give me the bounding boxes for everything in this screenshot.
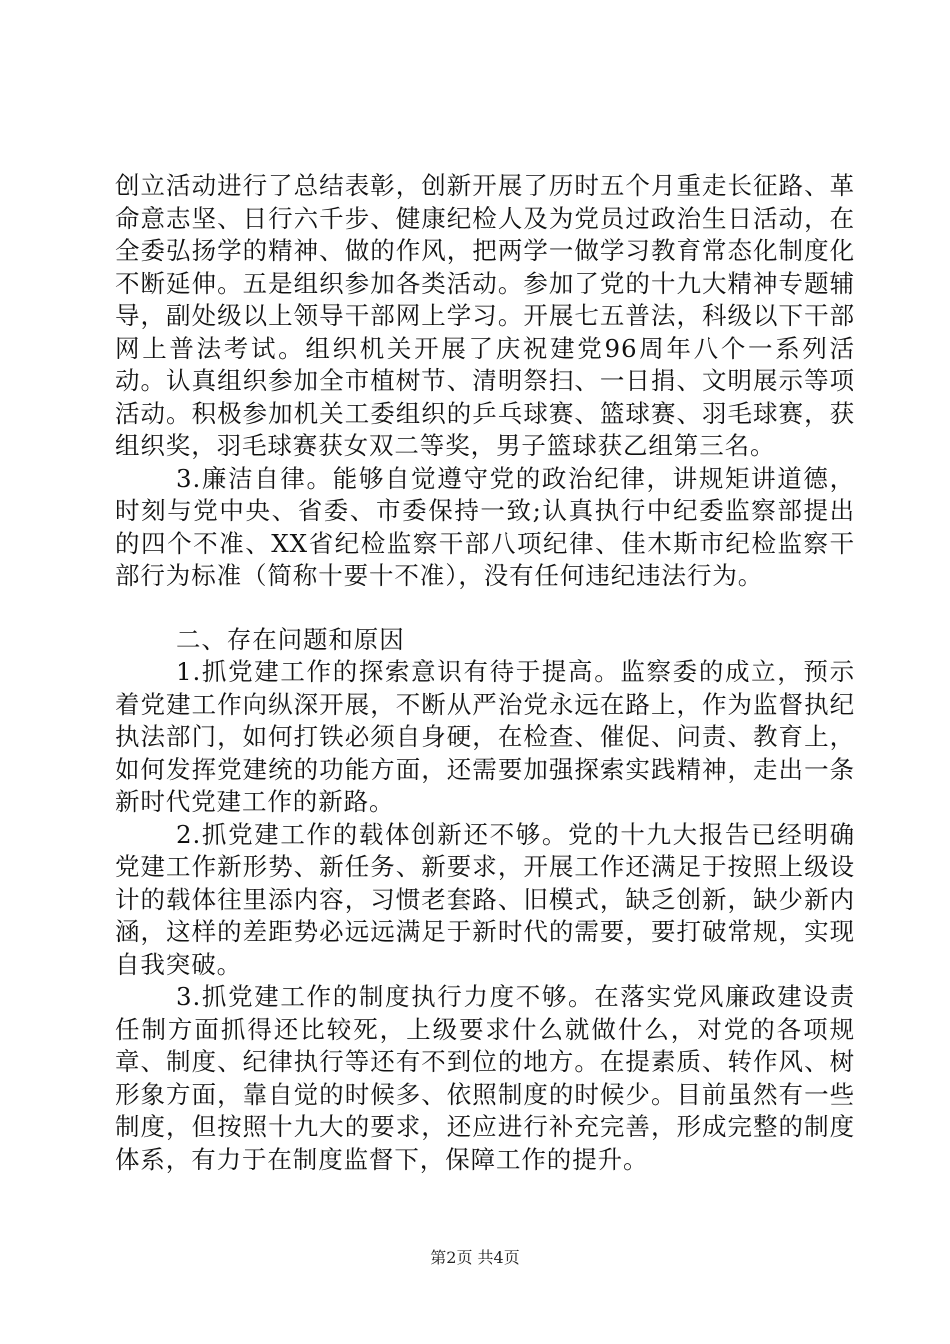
page-number-footer: 第2页 共4页 <box>430 1248 520 1267</box>
paragraph-activities: 创立活动进行了总结表彰，创新开展了历时五个月重走长征路、革命意志坚、日行六千步、健康纪检人及为党员过政治生日活动，在全委弘扬学的精神、做的作风，把两学一做学习教育常态化制度化不断延伸。五是组织参加各类活动。参加了党的十九大精神专题辅导，副处级以上领导干部网上学习。开展七五普法，科级以下干部网上普法考试。组织机关开展了庆祝建党96周年八个一系列活动。认真组织参加全市植树节、清明祭扫、一日捐、文明展示等项活动。积极参加机关工委组织的乒乓球赛、篮球赛、羽毛球赛，获组织奖，羽毛球赛获女双二等奖，男子篮球获乙组第三名。 <box>115 171 855 460</box>
paragraph-self-discipline: 3.廉洁自律。能够自觉遵守党的政治纪律，讲规矩讲道德，时刻与党中央、省委、市委保持一致;认真执行中纪委监察部提出的四个不准、XX省纪检监察干部八项纪律、佳木斯市纪检监察干部行为标准（简称十要十不准），没有任何违纪违法行为。 <box>115 463 855 590</box>
paragraph-problem-2: 2.抓党建工作的载体创新还不够。党的十九大报告已经明确党建工作新形势、新任务、新要求，开展工作还满足于按照上级设计的载体往里添内容，习惯老套路、旧模式，缺乏创新，缺少新内涵，这样的差距势必远远满足于新时代的需要，要打破常规，实现自我突破。 <box>115 819 855 979</box>
document-body <box>115 170 855 1176</box>
section-heading-problems: 二、存在问题和原因 <box>176 624 405 654</box>
paragraph-problem-3: 3.抓党建工作的制度执行力度不够。在落实党风廉政建设责任制方面抓得还比较死，上级要求什么就做什么，对党的各项规章、制度、纪律执行等还有不到位的地方。在提素质、转作风、树形象方面，靠自觉的时候多、依照制度的时候少。目前虽然有一些制度，但按照十九大的要求，还应进行补充完善，形成完整的制度体系，有力于在制度监督下，保障工作的提升。 <box>115 982 855 1174</box>
paragraph-problem-1: 1.抓党建工作的探索意识有待于提高。监察委的成立，预示着党建工作向纵深开展，不断从严治党永远在路上，作为监督执纪执法部门，如何打铁必须自身硬，在检查、催促、问责、教育上，如何发挥党建统的功能方面，还需要加强探索实践精神，走出一条新时代党建工作的新路。 <box>115 657 855 816</box>
